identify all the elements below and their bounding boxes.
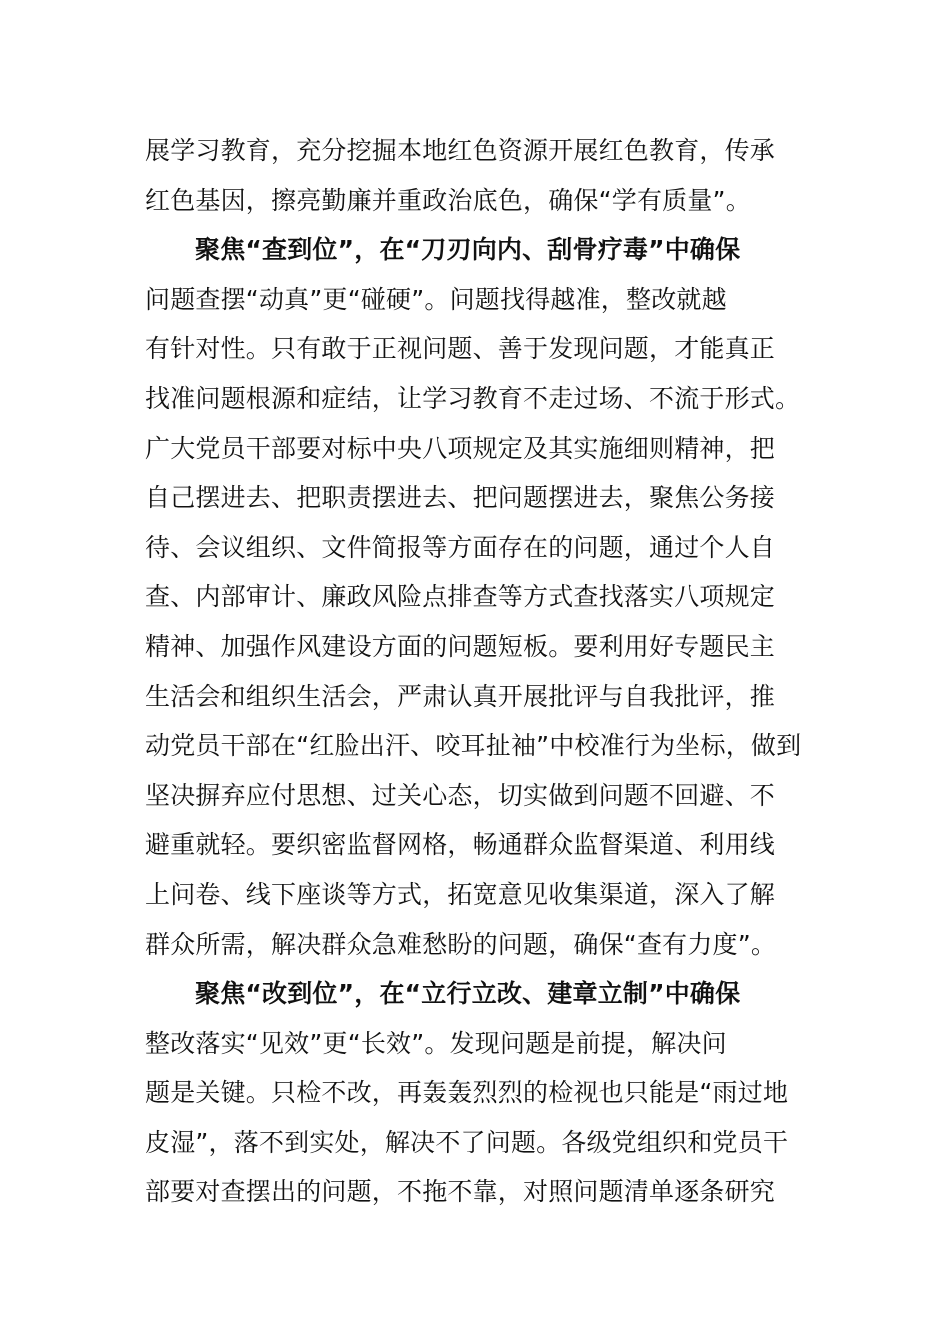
paragraph-3-heading xyxy=(145,969,805,1019)
paragraph-1-line-1: 展学习教育，充分挖掘本地红色资源开展红色教育，传承 xyxy=(145,136,776,165)
paragraph-2-line-10: 动党员干部在“红脸出汗、咬耳扯袖”中校准行为坐标，做到 xyxy=(145,731,802,761)
paragraph-3-line-2: 题是关键。只检不改，再轰轰烈烈的检视也只能是“雨过地 xyxy=(145,1078,789,1108)
paragraph-2-line-1: 问题查摆“动真”更“碰硬”。问题找得越准，整改就越 xyxy=(145,284,727,314)
paragraph-2-heading-text: 聚焦“查到位”，在“刀刃向内、刮骨疗毒”中确保 xyxy=(195,235,741,265)
paragraph-2-line-2: 有针对性。只有敢于正视问题、善于发现问题，才能真正 xyxy=(145,334,776,364)
paragraph-2-line-3: 找准问题根源和症结，让学习教育不走过场、不流于形式。 xyxy=(145,383,801,413)
paragraph-2-line-9: 生活会和组织生活会，严肃认真开展批评与自我批评，推 xyxy=(145,681,776,711)
paragraph-2-line-8: 精神、加强作风建设方面的问题短板。要利用好专题民主 xyxy=(145,631,776,661)
document-body xyxy=(145,126,805,1217)
paragraph-2-line-4: 广大党员干部要对标中央八项规定及其实施细则精神，把 xyxy=(145,433,776,463)
paragraph-3-line-3: 皮湿”，落不到实处，解决不了问题。各级党组织和党员干 xyxy=(145,1127,789,1157)
paragraph-2-line-5: 自己摆进去、把职责摆进去、把问题摆进去，聚焦公务接 xyxy=(145,483,776,513)
paragraph-2-line-6: 待、会议组织、文件简报等方面存在的问题，通过个人自 xyxy=(145,532,776,562)
paragraph-2-line-11: 坚决摒弃应付思想、过关心态，切实做到问题不回避、不 xyxy=(145,780,776,810)
paragraph-3-heading-text: 聚焦“改到位”，在“立行立改、建章立制”中确保 xyxy=(195,979,741,1009)
paragraph-3-line-4: 部要对查摆出的问题，不拖不靠，对照问题清单逐条研究 xyxy=(145,1177,776,1207)
paragraph-1-line-2: 红色基因，擦亮勤廉并重政治底色，确保“学有质量”。 xyxy=(145,185,751,215)
paragraph-2-heading xyxy=(145,225,805,275)
paragraph-2-line-7: 查、内部审计、廉政风险点排查等方式查找落实八项规定 xyxy=(145,582,776,612)
paragraph-2-line-12: 避重就轻。要织密监督网格，畅通群众监督渠道、利用线 xyxy=(145,830,776,860)
paragraph-2-line-14: 群众所需，解决群众急难愁盼的问题，确保“查有力度”。 xyxy=(145,929,777,959)
paragraph-2-line-13: 上问卷、线下座谈等方式，拓宽意见收集渠道，深入了解 xyxy=(145,879,776,909)
paragraph-3-line-1: 整改落实“见效”更“长效”。发现问题是前提，解决问 xyxy=(145,1028,727,1058)
